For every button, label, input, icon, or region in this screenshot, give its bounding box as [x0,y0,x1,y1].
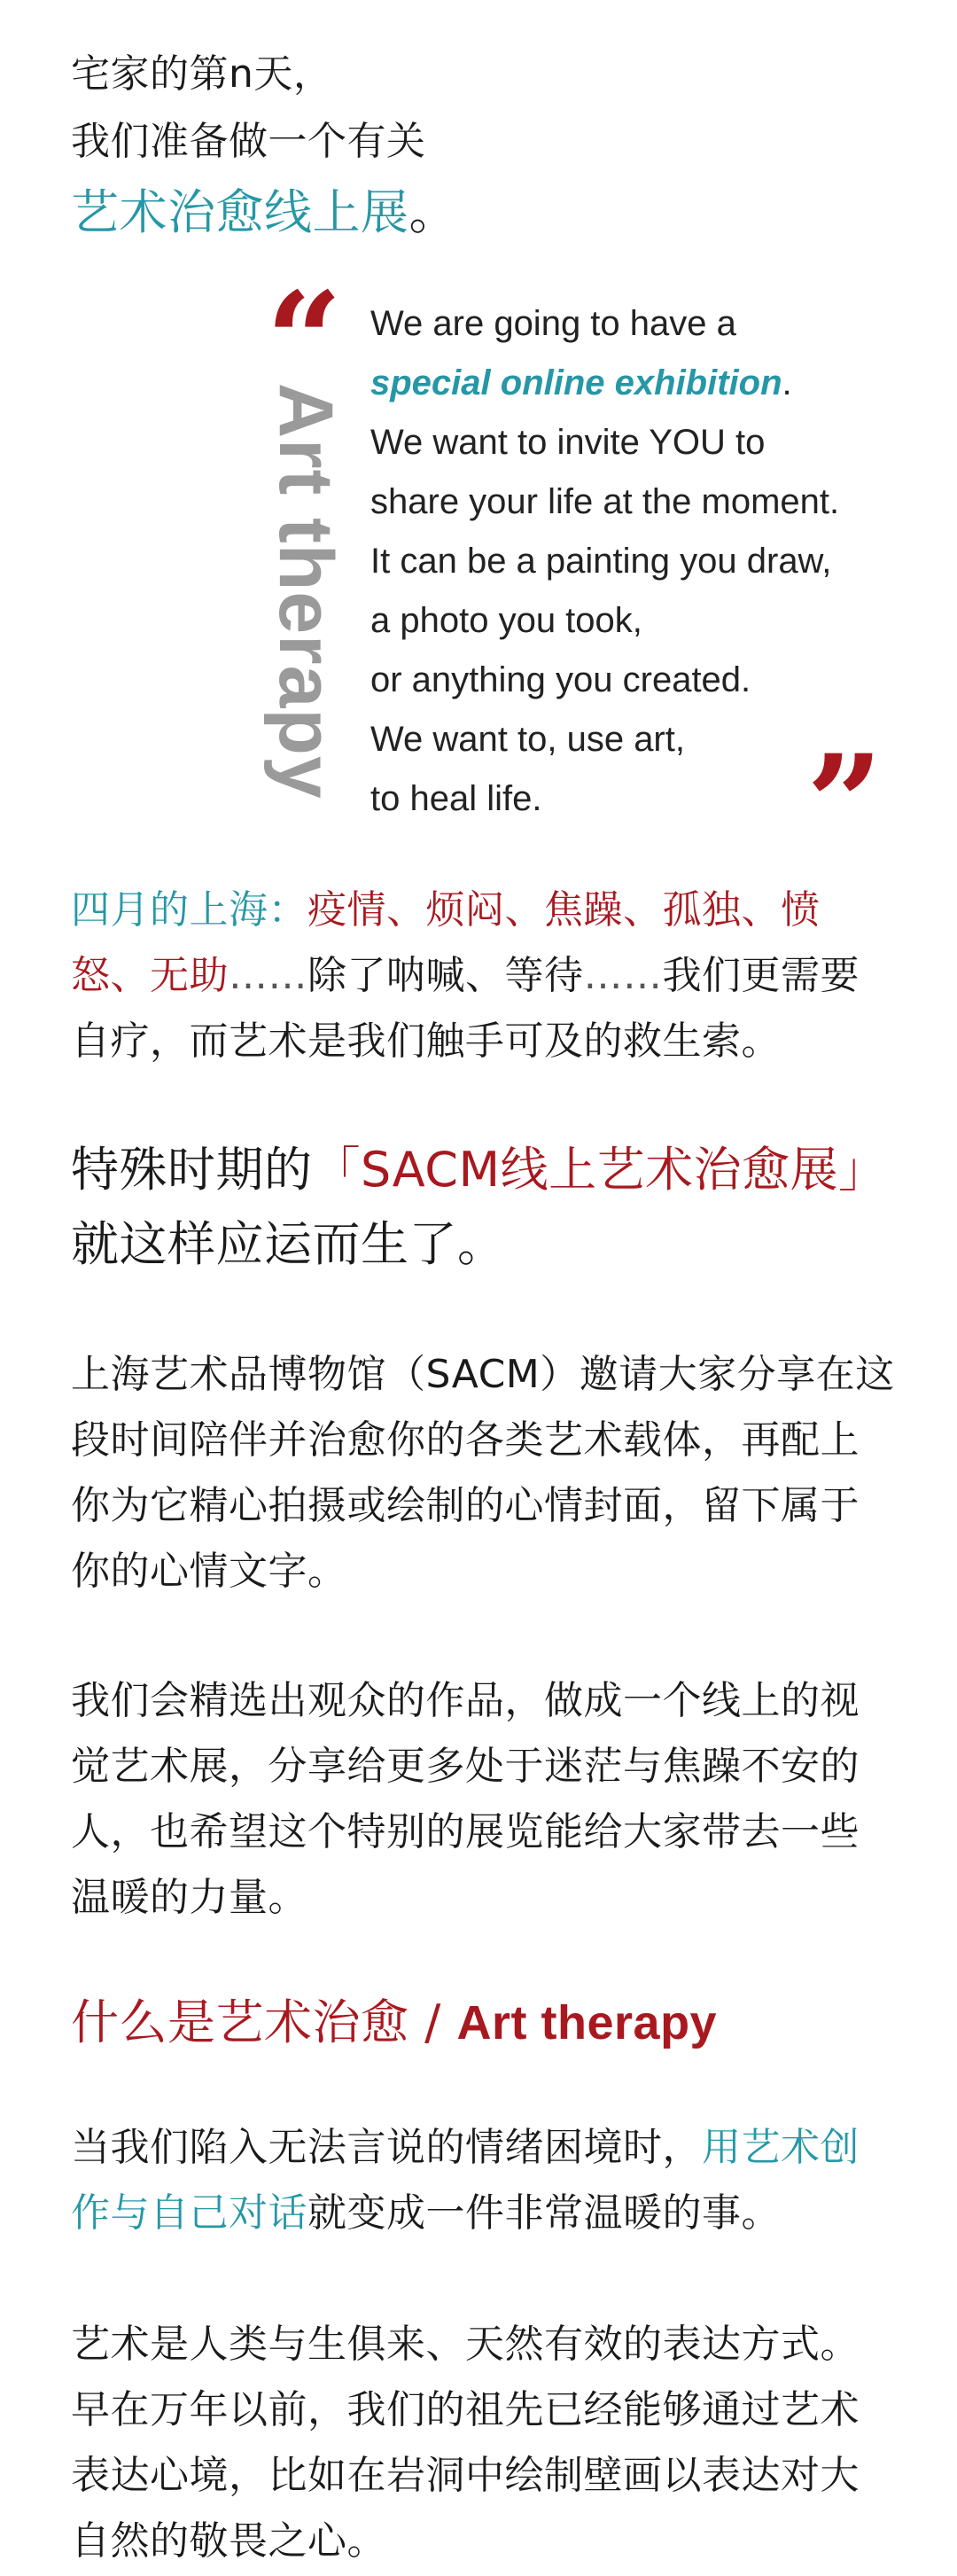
quote-line-9: to heal life. [370,779,542,818]
heading-exhibition: 特殊时期的「SACM线上艺术治愈展」 就这样应运而生了。 [71,1142,887,1272]
heading-art-therapy: 什么是艺术治愈 / Art therapy [71,1994,718,2050]
quote-line-8: We want to, use art, [370,720,685,759]
close-quote-icon: ” [806,726,883,882]
quote-line-2: special online exhibition. [370,363,792,402]
paragraph-history: 艺术是人类与生俱来、天然有效的表达方式。早在万年以前，我们的祖先已经能够通过艺术表达心境，比如在岩洞中绘制壁画以表达对大自然的敬畏之心。 [71,2322,860,2564]
intro-highlight: 艺术治愈线上展 [71,184,409,240]
paragraph-invitation: 上海艺术品博物馆（SACM）邀请大家分享在这段时间陪伴并治愈你的各类艺术载体，再配上你为它精心拍摄或绘制的心情封面，留下属于你的心情文字。 [71,1352,895,1594]
paragraph-selection: 我们会精选出观众的作品，做成一个线上的视觉艺术展，分享给更多处于迷茫与焦躁不安的人，也希望这个特别的展览能给大家带去一些温暖的力量。 [71,1678,860,1920]
quote-block [0,263,957,882]
intro-end: 。 [408,184,457,240]
intro-paragraph [71,41,895,250]
quote-line-3: We want to invite YOU to [370,423,766,462]
quote-line-7: or anything you created. [370,660,751,699]
vertical-title: Art therapy [263,383,348,800]
quote-line-4: share your life at the moment. [370,482,840,521]
quote-emphasis: special online exhibition [370,363,782,402]
paragraph-shanghai: 四月的上海：疫情、烦闷、焦躁、孤独、愤怒、无助……除了呐喊、等待……我们更需要自疗，而艺术是我们触手可及的救生索。 [71,887,860,1064]
quote-line-5: It can be a painting you draw, [370,542,832,581]
open-quote-icon: “ [266,263,343,419]
intro-line-1: 宅家的第n天， [71,51,333,97]
quote-line-1: We are going to have a [370,304,736,343]
intro-line-2: 我们准备做一个有关 [71,119,426,164]
quote-line-6: a photo you took, [370,601,642,640]
paragraph-dialogue: 当我们陷入无法言说的情绪困境时，用艺术创作与自己对话就变成一件非常温暖的事。 [71,2125,860,2236]
